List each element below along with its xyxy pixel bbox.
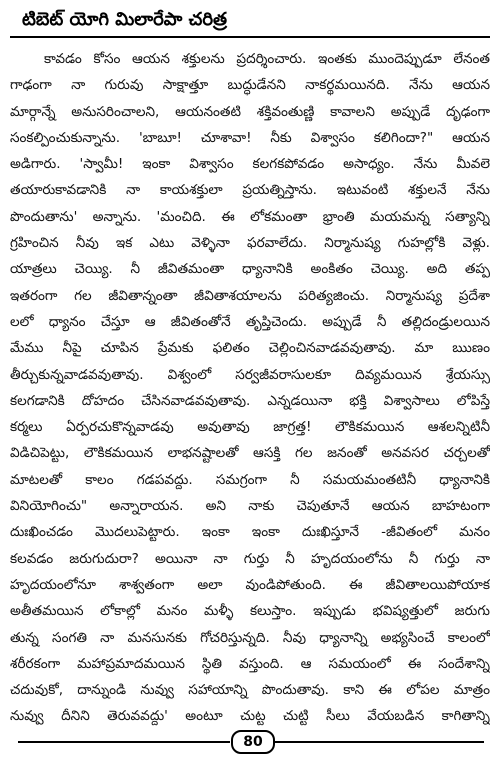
text-line: గాఢంగా నా గురువు సాక్షాత్తూ బుద్ధుడేనని నాకర్థమయినది. నేను ఆయన bbox=[10, 77, 490, 94]
text-line: వినియోగించు" అన్నారాయన. అని నాకు చెపుతూనే ఆయన బాహటంగా bbox=[10, 498, 490, 515]
text-line: తయారుకావడానికి నా కాయశక్తులా ప్రయత్నిస్తాను. ఇటువంటి శక్తులనే నేను bbox=[10, 182, 490, 199]
text-line: గ్రహించిన నీవు ఇక ఎటు వెళ్ళినా ఫరవాలేదు. నిర్మానుష్య గుహల్లోకి వెళ్లు. bbox=[10, 235, 490, 252]
footer-rule-right bbox=[272, 741, 484, 743]
text-line: తున్న సంగతి నా మనసునకు గోచరిస్తున్నది. నీవు ధ్యానాన్ని అభ్యసించే కాలంలో bbox=[10, 629, 490, 646]
text-line: దుఃఖించడం మొదలుపెట్టారు. ఇంకా ఇంకా దుఃఖిస్తూనే -జీవితంలో మనం bbox=[10, 524, 490, 541]
text-line: అతీతమయిన లోకాల్లో మనం మళ్ళీ కలుస్తాం. ఇప్పుడు భవిష్యత్తులో జరుగు bbox=[10, 603, 490, 620]
text-line: కర్మలు ఏర్పరచుకొన్నవాడవు అవుతావు జాగ్రత్త! లౌకికమయిన ఆశలన్నిటినీ bbox=[10, 419, 490, 436]
text-line: సంకల్పించుకున్నాను. 'బాబూ! చూశావా! నీకు విశ్వాసం కలిగిందా?" ఆయన bbox=[10, 129, 490, 146]
text-line: తీర్చుకున్నవాడవవుతావు. విశ్వంలో సర్వజీవరాసులకూ దివ్యమయిన శ్రేయస్సు bbox=[10, 366, 490, 383]
body-text bbox=[10, 46, 490, 730]
text-line: కలవడం జరుగుదురా? అయినా నా గుర్తు నీ హృదయంలోను నీ గుర్తు నా bbox=[10, 550, 490, 567]
text-line: హృదయంలోనూ శాశ్వతంగా అలా వుండిపోతుంది. ఈ జీవితాలయిపోయాక bbox=[10, 576, 490, 593]
text-line: చదువుకో, దాన్నుండి నువ్వు సహాయాన్ని పొందుతావు. కాని ఈ లోపల మాత్రం bbox=[10, 682, 490, 699]
text-line: ఇతరంగా గల జీవితాన్నంతా జీవితాశయాలను పరిత్యజించు. నిర్మానుష్య ప్రదేశా bbox=[10, 287, 490, 304]
text-line: పొందుతాను' అన్నాను. 'మంచిది. ఈ లోకమంతా భ్రాంతి మయమన్న సత్యాన్ని bbox=[10, 208, 490, 225]
text-line: యాత్రలు చెయ్యి. నీ జీవితమంతా ధ్యానానికి అంకితం చెయ్యి. అది తప్ప bbox=[10, 261, 490, 278]
text-line: నువ్వు దీనిని తెరువవద్దు' అంటూ చుట్ట చుట్టి సీలు వేయబడిన కాగితాన్ని bbox=[10, 708, 490, 725]
page-number: 80 bbox=[231, 730, 275, 754]
running-header bbox=[10, 8, 490, 38]
footer-rule-left bbox=[18, 741, 230, 743]
text-line: కావడం కోసం ఆయన శక్తులను ప్రదర్శించారు. ఇంతకు ముందెప్పుడూ లేనంత bbox=[44, 51, 490, 67]
text-line: శరీరకంగా మహాప్రమాదమయిన స్థితి వస్తుంది. ఆ సమయంలో ఈ సందేశాన్ని bbox=[10, 655, 490, 672]
text-line: లలో ధ్యానం చేస్తూ ఆ జీవితంతోనే తృప్తిచెందు. అప్పుడే నీ తల్లిదండ్రులయిన bbox=[10, 313, 490, 330]
text-line: మార్గాన్నే అనుసరించాలని, ఆయనంతటి శక్తివంతుణ్ణి కావాలని అప్పుడే దృఢంగా bbox=[10, 103, 490, 120]
text-line: విడిచిపెట్టు, లౌకికమయిన లాభనష్టాలతో ఆసక్తి గల జనంతో అనవసర చర్చలతో bbox=[10, 445, 490, 462]
text-line: మాటలతో కాలం గడపవద్దు. సమగ్రంగా నీ సమయమంతటినీ ధ్యానానికి bbox=[10, 471, 490, 488]
book-title: టిబెట్ యోగి మిలారేపా చరిత్ర bbox=[22, 9, 227, 30]
text-line: మేము నీపై చూపిన ప్రేమకు ఫలితం చెల్లించినవాడవవుతావు. మా ఋణం bbox=[10, 340, 490, 357]
text-line: కలగడానికి దోహదం చేసినవాడవవుతావు. ఎన్నడయినా భక్తి విశ్వాసాలు లోపిస్తే bbox=[10, 392, 490, 409]
text-line: అడిగారు. 'స్వామీ! ఇంకా విశ్వాసం కలగకపోవడం అసాధ్యం. నేను మీవలె bbox=[10, 156, 490, 173]
